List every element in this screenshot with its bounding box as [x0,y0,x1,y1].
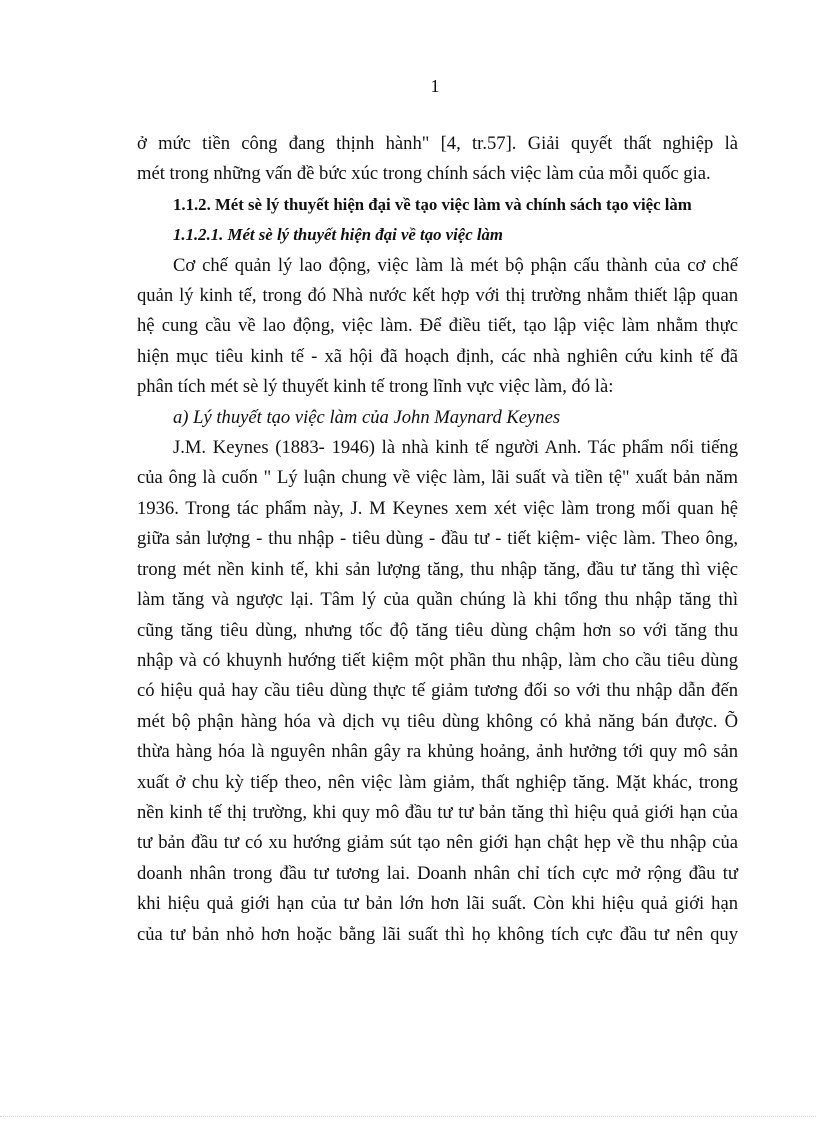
text-line: phân tích mét sè lý thuyết kinh tế trong lĩnh vực việc làm, đó là: [137,376,614,398]
text-line: giữa sản lượng - thu nhập - tiêu dùng - đầu tư - tiết kiệm- việc làm. Theo ông, [137,528,738,550]
text-line: của tư bản nhỏ hơn hoặc bằng lãi suất thì họ không tích cực đầu tư nên quy [137,923,738,945]
text-line: mét bộ phận hàng hóa và dịch vụ tiêu dùng không có khả năng bán được. Õ [137,710,738,732]
subsection-title: a) Lý thuyết tạo việc làm của John Maynard Keynes [173,406,561,428]
text-line: trong mét nền kinh tế, khi sản lượng tăng, thu nhập tăng, đầu tư tăng thì việc [137,558,738,580]
text-line: doanh nhân trong đầu tư tương lai. Doanh nhân chỉ tích cực mở rộng đầu tư [137,862,738,884]
text-line: cũng tăng tiêu dùng, nhưng tốc độ tăng tiêu dùng chậm hơn so với tăng thu [137,619,738,641]
text-line: khi hiệu quả giới hạn của tư bản lớn hơn lãi suất. Còn khi hiệu quả giới hạn [137,893,738,915]
text-line: thừa hàng hóa là nguyên nhân gây ra khủng hoảng, ảnh hưởng tới quy mô sản [137,741,738,763]
text-line: có hiệu quả hay cầu tiêu dùng thực tế giảm tương đối so với thu nhập dẫn đến [137,680,738,702]
section-heading: 1.1.2. Mét sè lý thuyết hiện đại về tạo việc làm và chính sách tạo việc làm [173,194,692,214]
text-line: hiện mục tiêu kinh tế - xã hội đã hoạch định, các nhà nghiên cứu kinh tế đã [137,345,738,367]
page-number: 1 [430,76,440,96]
text-line: của ông là cuốn " Lý luận chung về việc làm, lãi suất và tiền tệ" xuất bản năm [137,467,738,489]
text-line: xuất ở chu kỳ tiếp theo, nên việc làm giảm, thất nghiệp tăng. Mặt khác, trong [137,771,738,793]
text-line: J.M. Keynes (1883- 1946) là nhà kinh tế người Anh. Tác phẩm nổi tiếng [173,437,738,459]
text-line: ở mức tiền công đang thịnh hành" [4, tr.57]. Giải quyết thất nghiệp là [137,133,738,154]
text-line: nhập và có khuynh hướng tiết kiệm một phần thu nhập, làm cho cầu tiêu dùng [137,649,738,671]
subsection-heading: 1.1.2.1. Mét sè lý thuyết hiện đại về tạo việc làm [173,225,503,245]
text-line: Cơ chế quản lý lao động, việc làm là mét bộ phận cấu thành của cơ chế [173,254,738,276]
text-line: tư bản đầu tư có xu hướng giảm sút tạo nên giới hạn chật hẹp về thu nhập của [137,832,738,854]
text-line: nền kinh tế thị trường, khi quy mô đầu tư tư bản tăng thì hiệu quả giới hạn của [137,801,738,823]
text-line: làm tăng và ngược lại. Tâm lý của quần chúng là khi tổng thu nhập tăng thì [137,589,738,611]
text-line: quản lý kinh tế, trong đó Nhà nước kết hợp với thị trường nhằm thiết lập quan [137,285,738,307]
text-line: hệ cung cầu về lao động, việc làm. Để điều tiết, tạo lập việc làm nhằm thực [137,315,738,337]
page-bottom-divider [0,1116,816,1117]
text-line: 1936. Trong tác phẩm này, J. M Keynes xem xét việc làm trong mối quan hệ [137,497,738,519]
text-line: mét trong những vấn đề bức xúc trong chính sách việc làm của mỗi quốc gia. [137,163,711,185]
document-body [137,129,738,950]
